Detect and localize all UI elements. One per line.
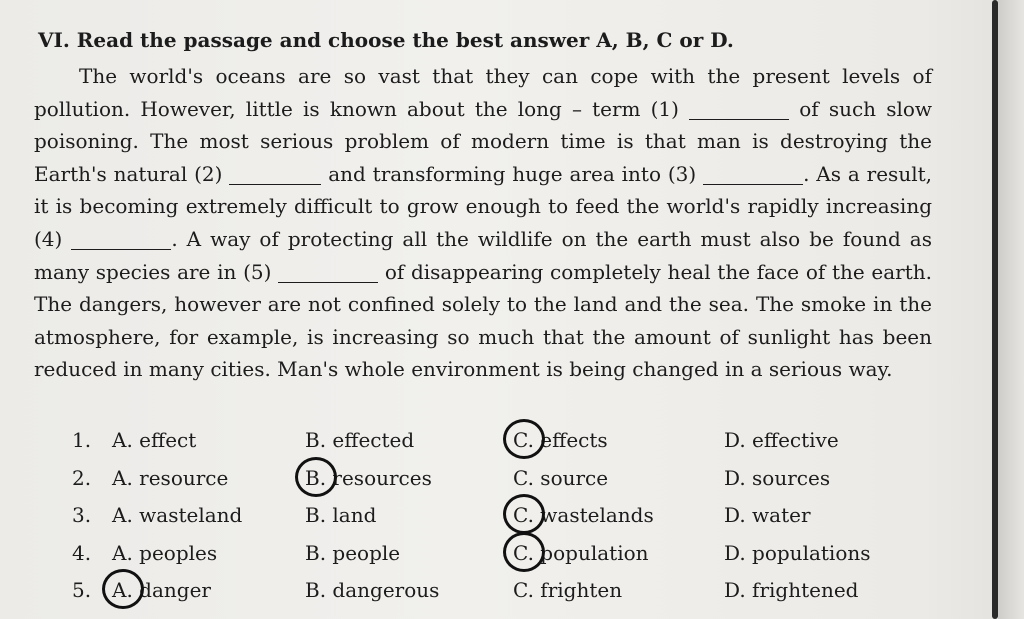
reading-passage <box>34 60 932 386</box>
option-label: C. frighten <box>513 578 623 602</box>
passage-text-2: of such slow poisoning. The most serious problem of modern time is that man is destroying the Earth's natural (2) <box>34 96 933 186</box>
blank-2 <box>229 164 321 185</box>
option-a[interactable] <box>112 428 196 452</box>
question-number: 1. <box>72 428 92 452</box>
option-c[interactable] <box>513 578 622 602</box>
option-d[interactable] <box>724 503 811 527</box>
option-label: A. effect <box>112 428 197 452</box>
option-label: D. sources <box>724 465 831 490</box>
question-row <box>72 466 932 504</box>
option-d[interactable] <box>724 428 839 452</box>
option-c[interactable] <box>513 466 608 490</box>
option-a[interactable] <box>112 578 211 602</box>
question-number: 4. <box>72 540 92 565</box>
option-label: B. dangerous <box>305 578 440 602</box>
option-label: B. land <box>305 503 377 527</box>
answer-options <box>72 428 932 616</box>
option-label: C. effects <box>513 428 608 452</box>
page-gutter <box>998 0 1024 619</box>
option-label: D. water <box>724 503 811 527</box>
option-label: C. population <box>513 540 649 565</box>
option-label: D. effective <box>724 428 839 452</box>
option-label: D. frightened <box>724 578 859 602</box>
blank-4 <box>71 229 171 250</box>
option-b[interactable] <box>305 578 439 602</box>
option-a[interactable] <box>112 541 217 565</box>
option-label: B. effected <box>305 428 415 452</box>
question-row <box>72 578 932 616</box>
option-b[interactable] <box>305 541 400 565</box>
option-d[interactable] <box>724 578 858 602</box>
passage-text-6: of disappearing completely heal the face of the earth. The dangers, however are not confined solely to the land and the sea. The smoke in the atmosphere, for example, is increasing so much that the amount of sunlight has been reduced in many cities. Man's whole environment is being changed in a serious way. <box>34 259 933 382</box>
option-a[interactable] <box>112 503 242 527</box>
option-label: A. danger <box>112 578 211 602</box>
passage-text-5: . A way of protecting all the wildlife on the earth must also be found as many species are in (5) <box>34 226 932 284</box>
question-row <box>72 541 932 579</box>
question-number: 2. <box>72 465 92 490</box>
passage-text-4: . As a result, it is becoming extremely difficult to grow enough to feed the world's rapidly increasing (4) <box>34 161 932 251</box>
option-label: B. people <box>305 540 401 565</box>
blank-3 <box>703 164 803 185</box>
blank-5 <box>278 262 378 283</box>
passage-text-3: and transforming huge area into (3) <box>328 161 697 186</box>
option-c[interactable] <box>513 428 608 452</box>
blank-1 <box>689 99 789 120</box>
option-label: C. source <box>513 465 609 490</box>
exercise-heading: VI. Read the passage and choose the best answer A, B, C or D. <box>38 28 734 52</box>
option-b[interactable] <box>305 503 376 527</box>
question-number: 3. <box>72 503 92 527</box>
option-b[interactable] <box>305 428 414 452</box>
option-d[interactable] <box>724 541 871 565</box>
passage-text-1: The world's oceans are so vast that they can cope with the present levels of pollution. However, little is known about the long – term (1) <box>34 64 932 121</box>
option-a[interactable] <box>112 466 228 490</box>
option-c[interactable] <box>513 541 649 565</box>
option-label: A. peoples <box>112 540 218 565</box>
question-row <box>72 428 932 466</box>
option-c[interactable] <box>513 503 654 527</box>
option-label: C. wastelands <box>513 503 654 527</box>
option-b[interactable] <box>305 466 432 490</box>
option-label: A. resource <box>112 465 229 490</box>
option-d[interactable] <box>724 466 830 490</box>
option-label: A. wasteland <box>112 503 243 527</box>
question-row <box>72 503 932 541</box>
option-label: D. populations <box>724 540 871 565</box>
option-label: B. resources <box>305 465 432 490</box>
question-number: 5. <box>72 578 92 602</box>
